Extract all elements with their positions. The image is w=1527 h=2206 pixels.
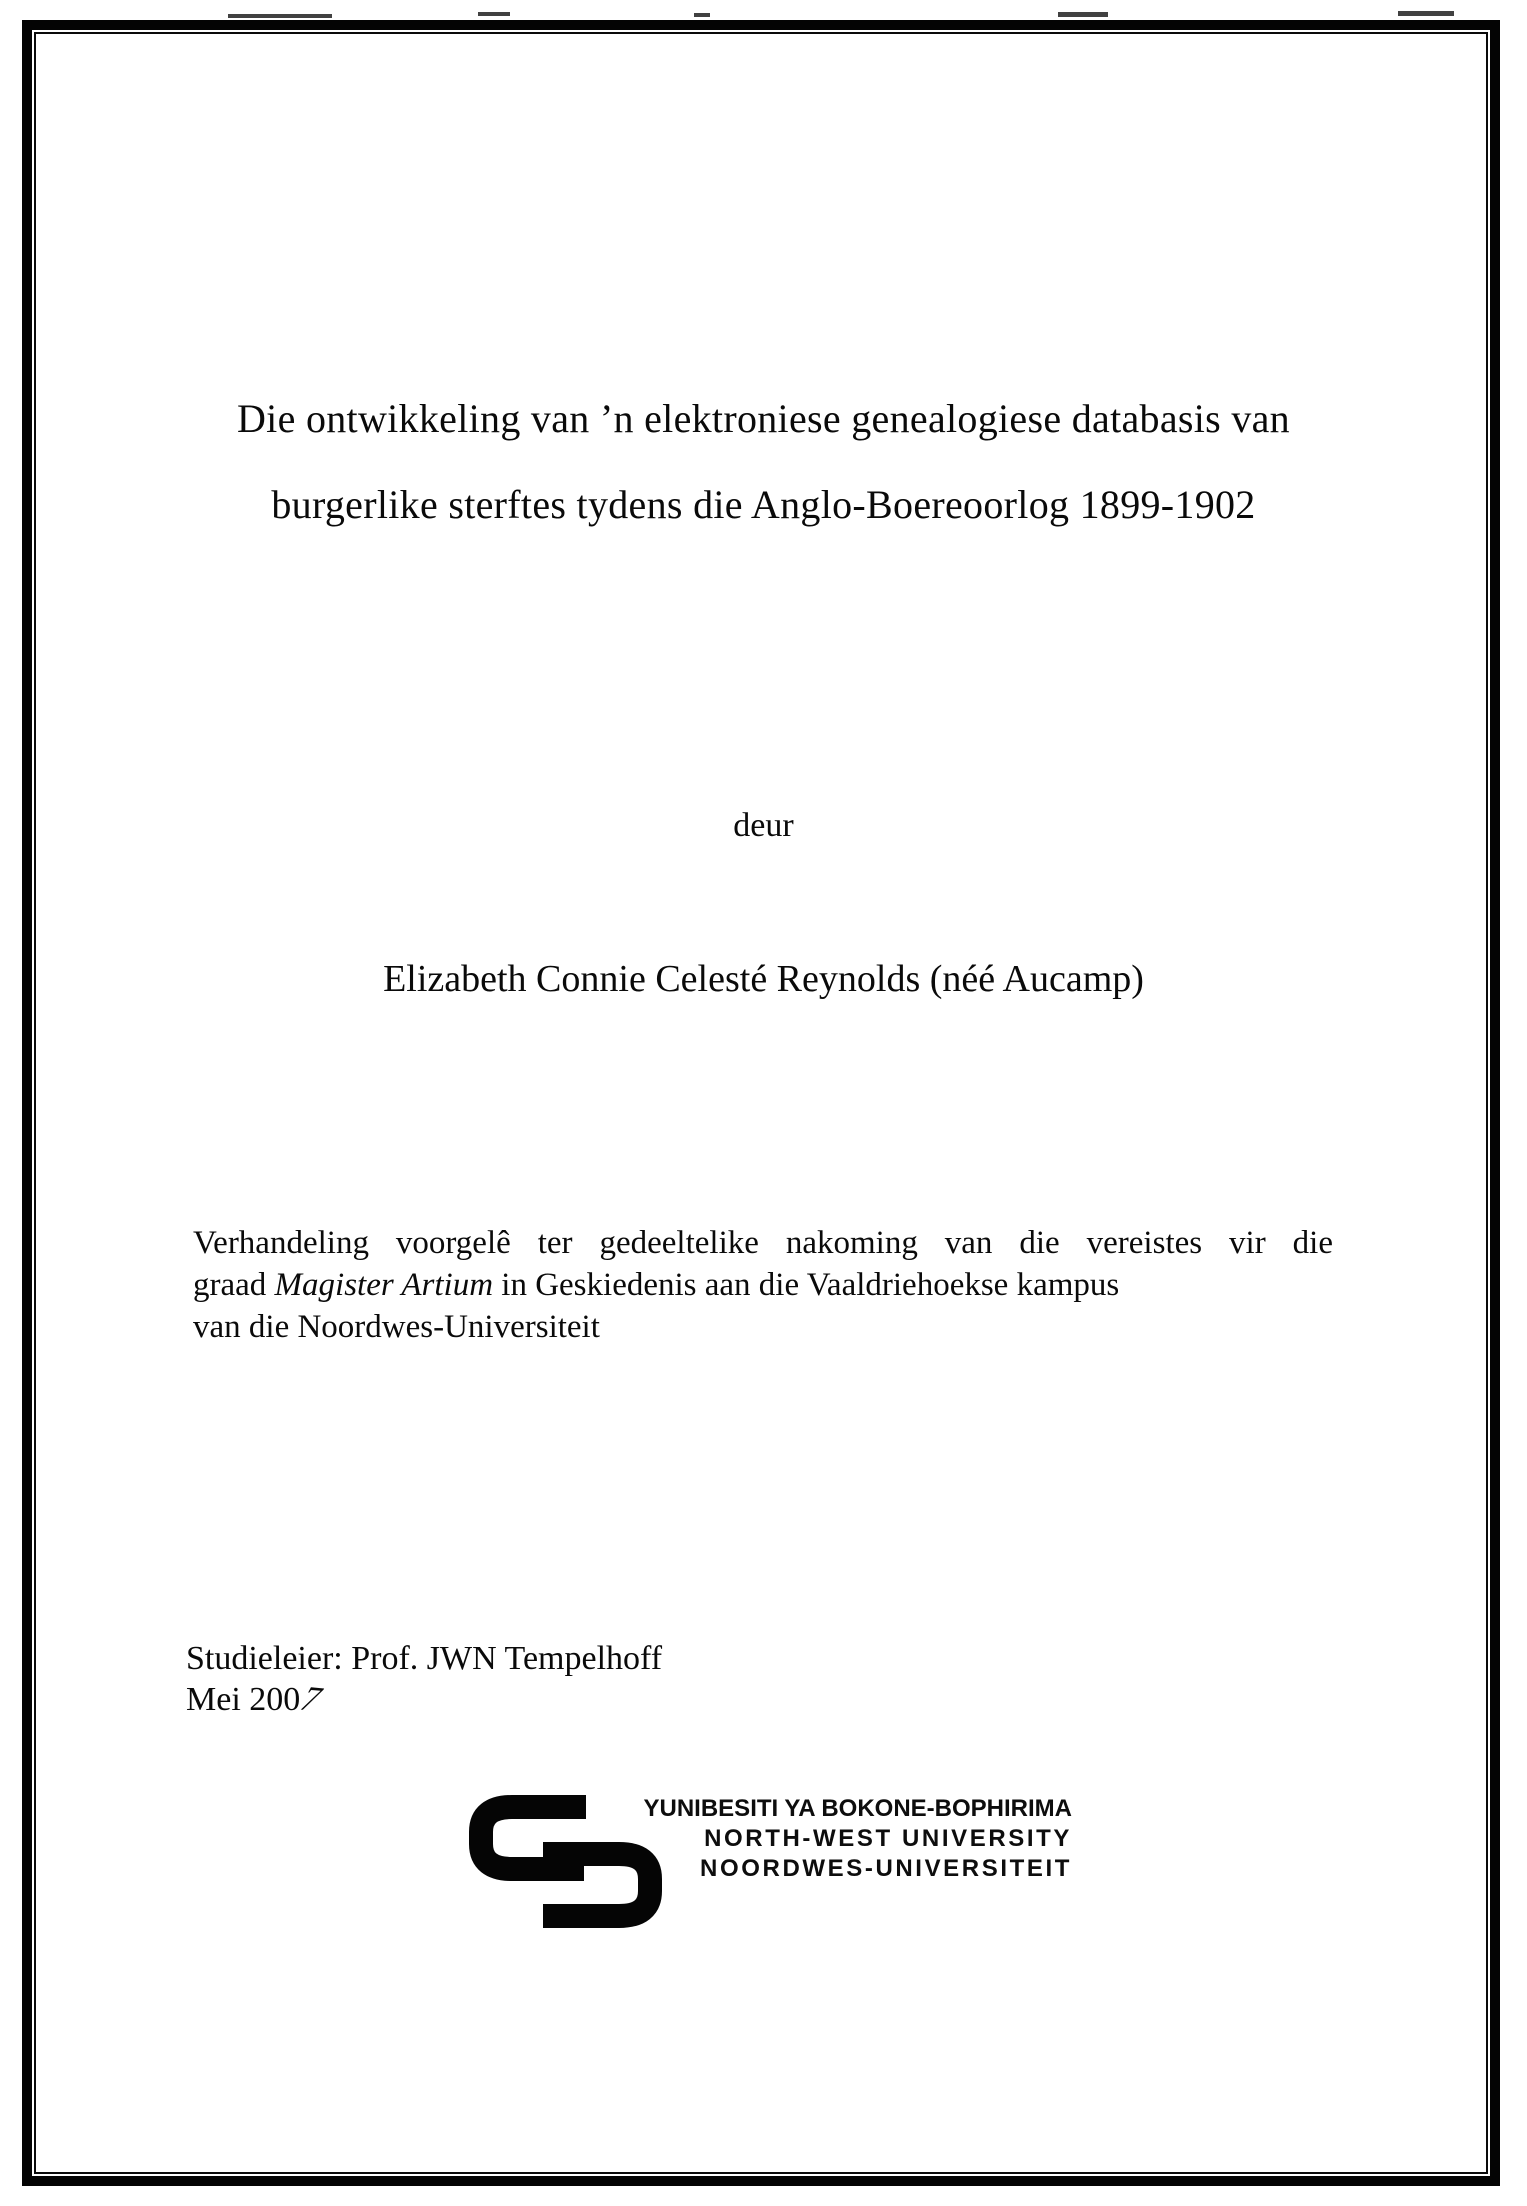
scan-artifact bbox=[228, 14, 332, 18]
supervisor-line: Studieleier: Prof. JWN Tempelhoff bbox=[186, 1640, 663, 1677]
scan-artifact bbox=[1058, 12, 1108, 17]
nwu-logo-line2: NORTH-WEST UNIVERSITY bbox=[704, 1825, 1072, 1852]
scan-artifact bbox=[1398, 11, 1454, 16]
thesis-title-line2: burgerlike sterftes tydens die Anglo-Boereoorlog 1899-1902 bbox=[271, 482, 1256, 527]
nwu-logo-line3: NOORDWES-UNIVERSITEIT bbox=[700, 1855, 1072, 1882]
supervisor-block bbox=[186, 1638, 662, 1720]
degree-statement-line3: van die Noordwes-Universiteit bbox=[193, 1309, 600, 1345]
degree-statement-line2 bbox=[193, 1264, 1333, 1306]
degree-statement-line1: Verhandeling voorgelê ter gedeeltelike nakoming van die vereistes vir die bbox=[193, 1225, 1333, 1261]
nwu-logo-wordmark bbox=[586, 1794, 1072, 1884]
date-last-digit: 7 bbox=[293, 1680, 329, 1719]
date-line bbox=[186, 1679, 662, 1720]
degree-statement-line2-post: in Geskiedenis aan die Vaaldriehoekse kampus bbox=[493, 1267, 1120, 1303]
thesis-title bbox=[60, 376, 1467, 548]
degree-statement-line2-pre: graad bbox=[193, 1267, 275, 1303]
degree-name-italic: Magister Artium bbox=[274, 1267, 494, 1303]
thesis-title-line1: Die ontwikkeling van ’n elektroniese genealogiese databasis van bbox=[236, 396, 1290, 441]
byline: deur bbox=[733, 807, 794, 844]
degree-statement bbox=[193, 1222, 1333, 1348]
nwu-logo-line1: YUNIBESITI YA BOKONE-BOPHIRIMA bbox=[643, 1795, 1072, 1822]
date-prefix: Mei 200 bbox=[186, 1681, 301, 1718]
scan-artifact bbox=[694, 13, 710, 17]
scan-artifact bbox=[478, 12, 510, 16]
author-name: Elizabeth Connie Celesté Reynolds (néé Aucamp) bbox=[383, 958, 1144, 1000]
